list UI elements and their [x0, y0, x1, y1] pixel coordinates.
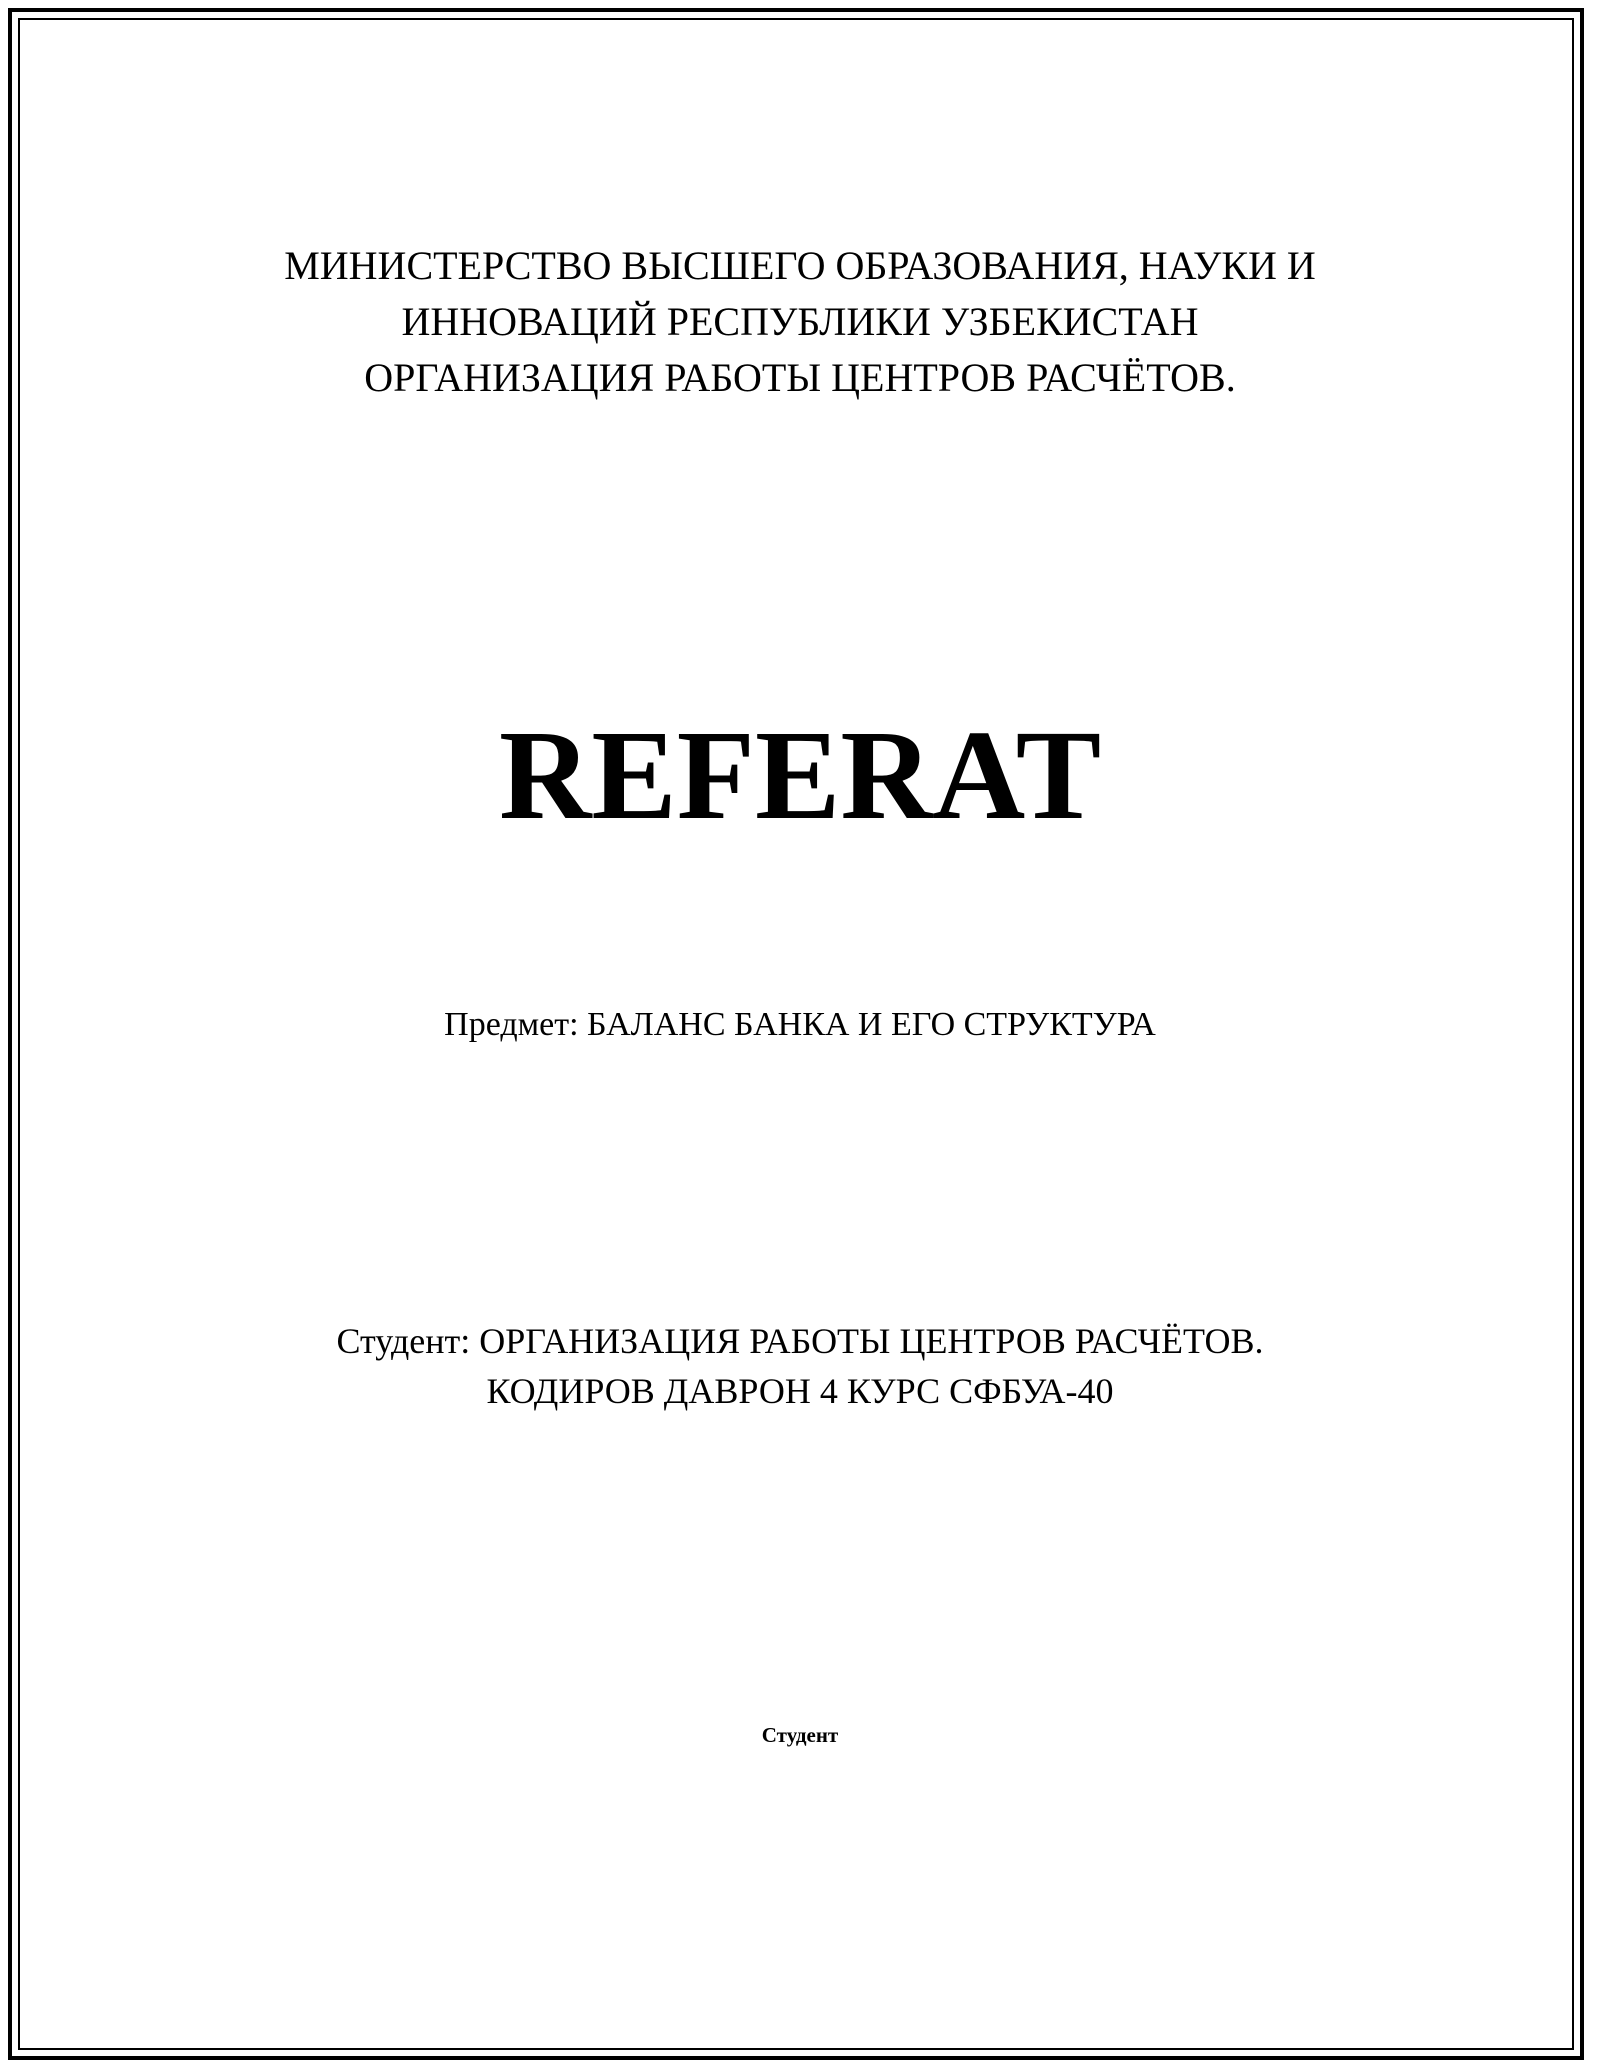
student-info	[0, 1316, 1600, 1416]
ministry-line-2: ИННОВАЦИЙ РЕСПУБЛИКИ УЗБЕКИСТАН	[401, 299, 1199, 344]
student-line-1: Студент: ОРГАНИЗАЦИЯ РАБОТЫ ЦЕНТРОВ РАСЧЁТОВ.	[336, 1321, 1264, 1361]
ministry-line-1: МИНИСТЕРСТВО ВЫСШЕГО ОБРАЗОВАНИЯ, НАУКИ И	[284, 243, 1316, 288]
student-line-2: КОДИРОВ ДАВРОН 4 КУРС СФБУА-40	[486, 1371, 1114, 1411]
document-title: REFERAT	[498, 704, 1102, 846]
subject-line: Предмет: БАЛАНС БАНКА И ЕГО СТРУКТУРА	[444, 1006, 1156, 1043]
ministry-line-3: ОРГАНИЗАЦИЯ РАБОТЫ ЦЕНТРОВ РАСЧЁТОВ.	[364, 355, 1236, 400]
ministry-header	[0, 238, 1600, 406]
signature-label: Студент	[761, 1723, 839, 1747]
